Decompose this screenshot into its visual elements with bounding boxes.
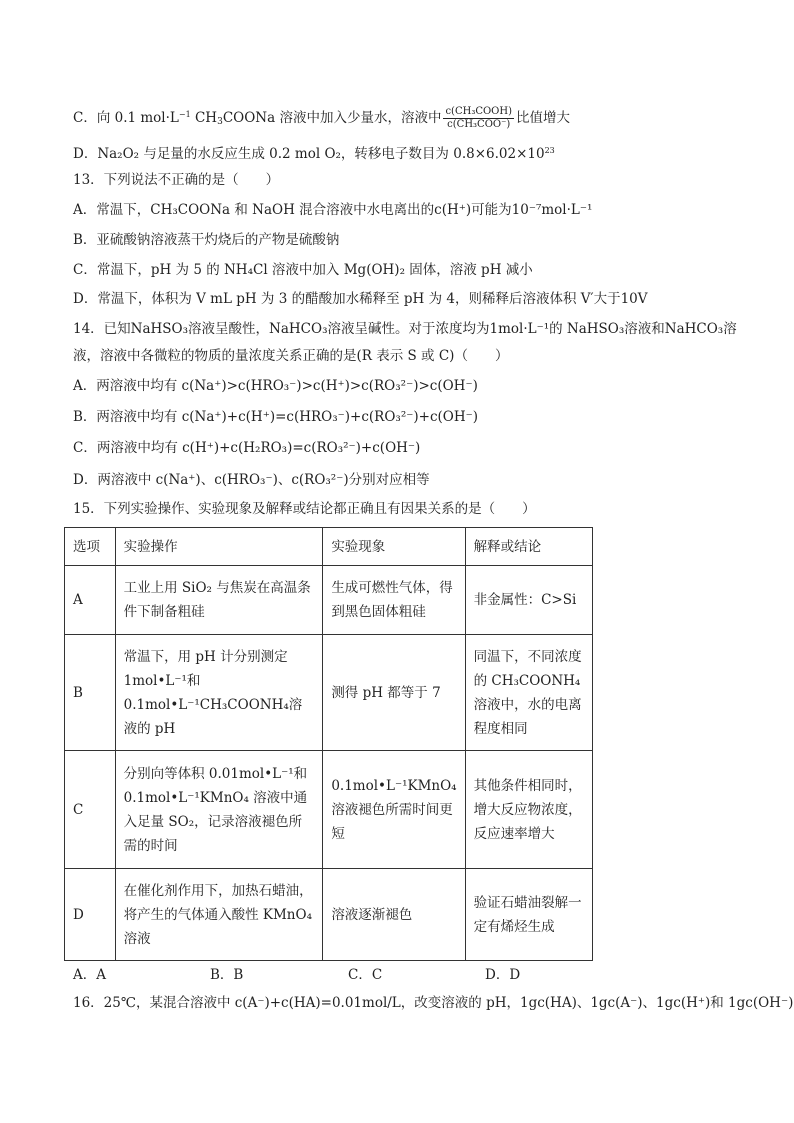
q12-c-mid: CH [190, 110, 218, 126]
q14-stem-line1: 14．已知NaHSO₃溶液呈酸性，NaHCO₃溶液呈碱性。对于浓度均为1mol·L⁻¹的 NaHSO₃溶液和NaHCO₃溶 [73, 321, 737, 337]
table-row [65, 869, 593, 961]
q13-option-a: A．常温下，CH₃COONa 和 NaOH 混合溶液中水电离出的c(H⁺)可能为10⁻⁷mol·L⁻¹ [73, 202, 593, 218]
q13-option-d: D．常温下，体积为 V mL pH 为 3 的醋酸加水稀释至 pH 为 4，则稀释后溶液体积 V′大于10V [73, 291, 648, 307]
q14-option-d: D．两溶液中 c(Na⁺)、c(HRO₃⁻)、c(RO₃²⁻)分别对应相等 [73, 472, 430, 488]
table-row [65, 566, 593, 635]
q13-option-b: B．亚硫酸钠溶液蒸干灼烧后的产物是硫酸钠 [73, 232, 340, 248]
q16-stem: 16．25℃，某混合溶液中 c(A⁻)+c(HA)=0.01mol/L，改变溶液的 pH，1gc(HA)、1gc(A⁻)、1gc(H⁺)和 1gc(OH⁻) [73, 995, 794, 1011]
q15-choice-b: B．B [210, 967, 244, 983]
table-row [65, 751, 593, 869]
row-phenomenon: 测得 pH 都等于 7 [323, 635, 465, 751]
q12-fraction [443, 106, 514, 131]
q14-option-b: B．两溶液中均有 c(Na⁺)+c(H⁺)=c(HRO₃⁻)+c(RO₃²⁻)+c(OH⁻) [73, 409, 479, 425]
q15-choice-a: A．A [73, 967, 106, 983]
row-option: B [65, 635, 116, 751]
table-header-row [65, 528, 593, 566]
row-conclusion: 同温下，不同浓度的 CH₃COONH₄ 溶液中，水的电离程度相同 [465, 635, 592, 751]
q12-c-mid2: COONa 溶液中加入少量水，溶液中 [222, 110, 442, 126]
table-row [65, 635, 593, 751]
row-operation: 在催化剂作用下，加热石蜡油，将产生的气体通入酸性 KMnO₄ 溶液 [115, 869, 323, 961]
q12-c-sub: 3 [217, 117, 223, 127]
q12-option-c [73, 105, 570, 132]
q12-d-exp: 23 [544, 146, 555, 155]
q15-choices [73, 963, 520, 983]
q12-c-after: 比值增大 [516, 110, 571, 126]
row-option: D [65, 869, 116, 961]
q12-frac-den: c(CH₃COO⁻) [447, 119, 511, 130]
q12-c-before: C．向 0.1 mol·L [73, 110, 179, 126]
q15-choice-d: D．D [485, 967, 521, 983]
row-operation: 分别向等体积 0.01mol•L⁻¹和 0.1mol•L⁻¹KMnO₄ 溶液中通入足量 SO₂，记录溶液褪色所需的时间 [115, 751, 323, 869]
q13-stem: 13．下列说法不正确的是（ ） [73, 172, 280, 188]
header-operation: 实验操作 [115, 528, 323, 566]
q15-choice-c: C．C [348, 967, 383, 983]
header-option: 选项 [65, 528, 116, 566]
row-conclusion: 其他条件相同时，增大反应物浓度，反应速率增大 [465, 751, 592, 869]
q15-table [64, 527, 593, 961]
q12-d-text: D．Na₂O₂ 与足量的水反应生成 0.2 mol O₂，转移电子数目为 0.8×6.02×10 [73, 146, 545, 162]
q12-option-d [73, 141, 555, 164]
row-operation: 工业上用 SiO₂ 与焦炭在高温条件下制备粗硅 [115, 566, 323, 635]
q14-option-c: C．两溶液中均有 c(H⁺)+c(H₂RO₃)=c(RO₃²⁻)+c(OH⁻) [73, 440, 421, 456]
row-phenomenon: 生成可燃性气体，得到黑色固体粗硅 [323, 566, 465, 635]
header-conclusion: 解释或结论 [465, 528, 592, 566]
row-phenomenon: 0.1mol•L⁻¹KMnO₄ 溶液褪色所需时间更短 [323, 751, 465, 869]
q15-stem: 15．下列实验操作、实验现象及解释或结论都正确且有因果关系的是（ ） [73, 501, 536, 517]
row-conclusion: 非金属性：C>Si [465, 566, 592, 635]
row-operation: 常温下，用 pH 计分别测定 1mol•L⁻¹和 0.1mol•L⁻¹CH₃COONH₄溶液的 pH [115, 635, 323, 751]
row-option: C [65, 751, 116, 869]
q12-c-exp: −1 [178, 110, 191, 119]
row-phenomenon: 溶液逐渐褪色 [323, 869, 465, 961]
q14-option-a: A．两溶液中均有 c(Na⁺)>c(HRO₃⁻)>c(H⁺)>c(RO₃²⁻)>c(OH⁻) [73, 378, 478, 394]
row-conclusion: 验证石蜡油裂解一定有烯烃生成 [465, 869, 592, 961]
header-phenomenon: 实验现象 [323, 528, 465, 566]
q14-stem-line2: 液，溶液中各微粒的物质的量浓度关系正确的是(R 表示 S 或 C)（ ） [73, 348, 509, 364]
q12-frac-num: c(CH₃COOH) [445, 106, 513, 117]
row-option: A [65, 566, 116, 635]
q13-option-c: C．常温下，pH 为 5 的 NH₄Cl 溶液中加入 Mg(OH)₂ 固体，溶液 pH 减小 [73, 262, 533, 278]
